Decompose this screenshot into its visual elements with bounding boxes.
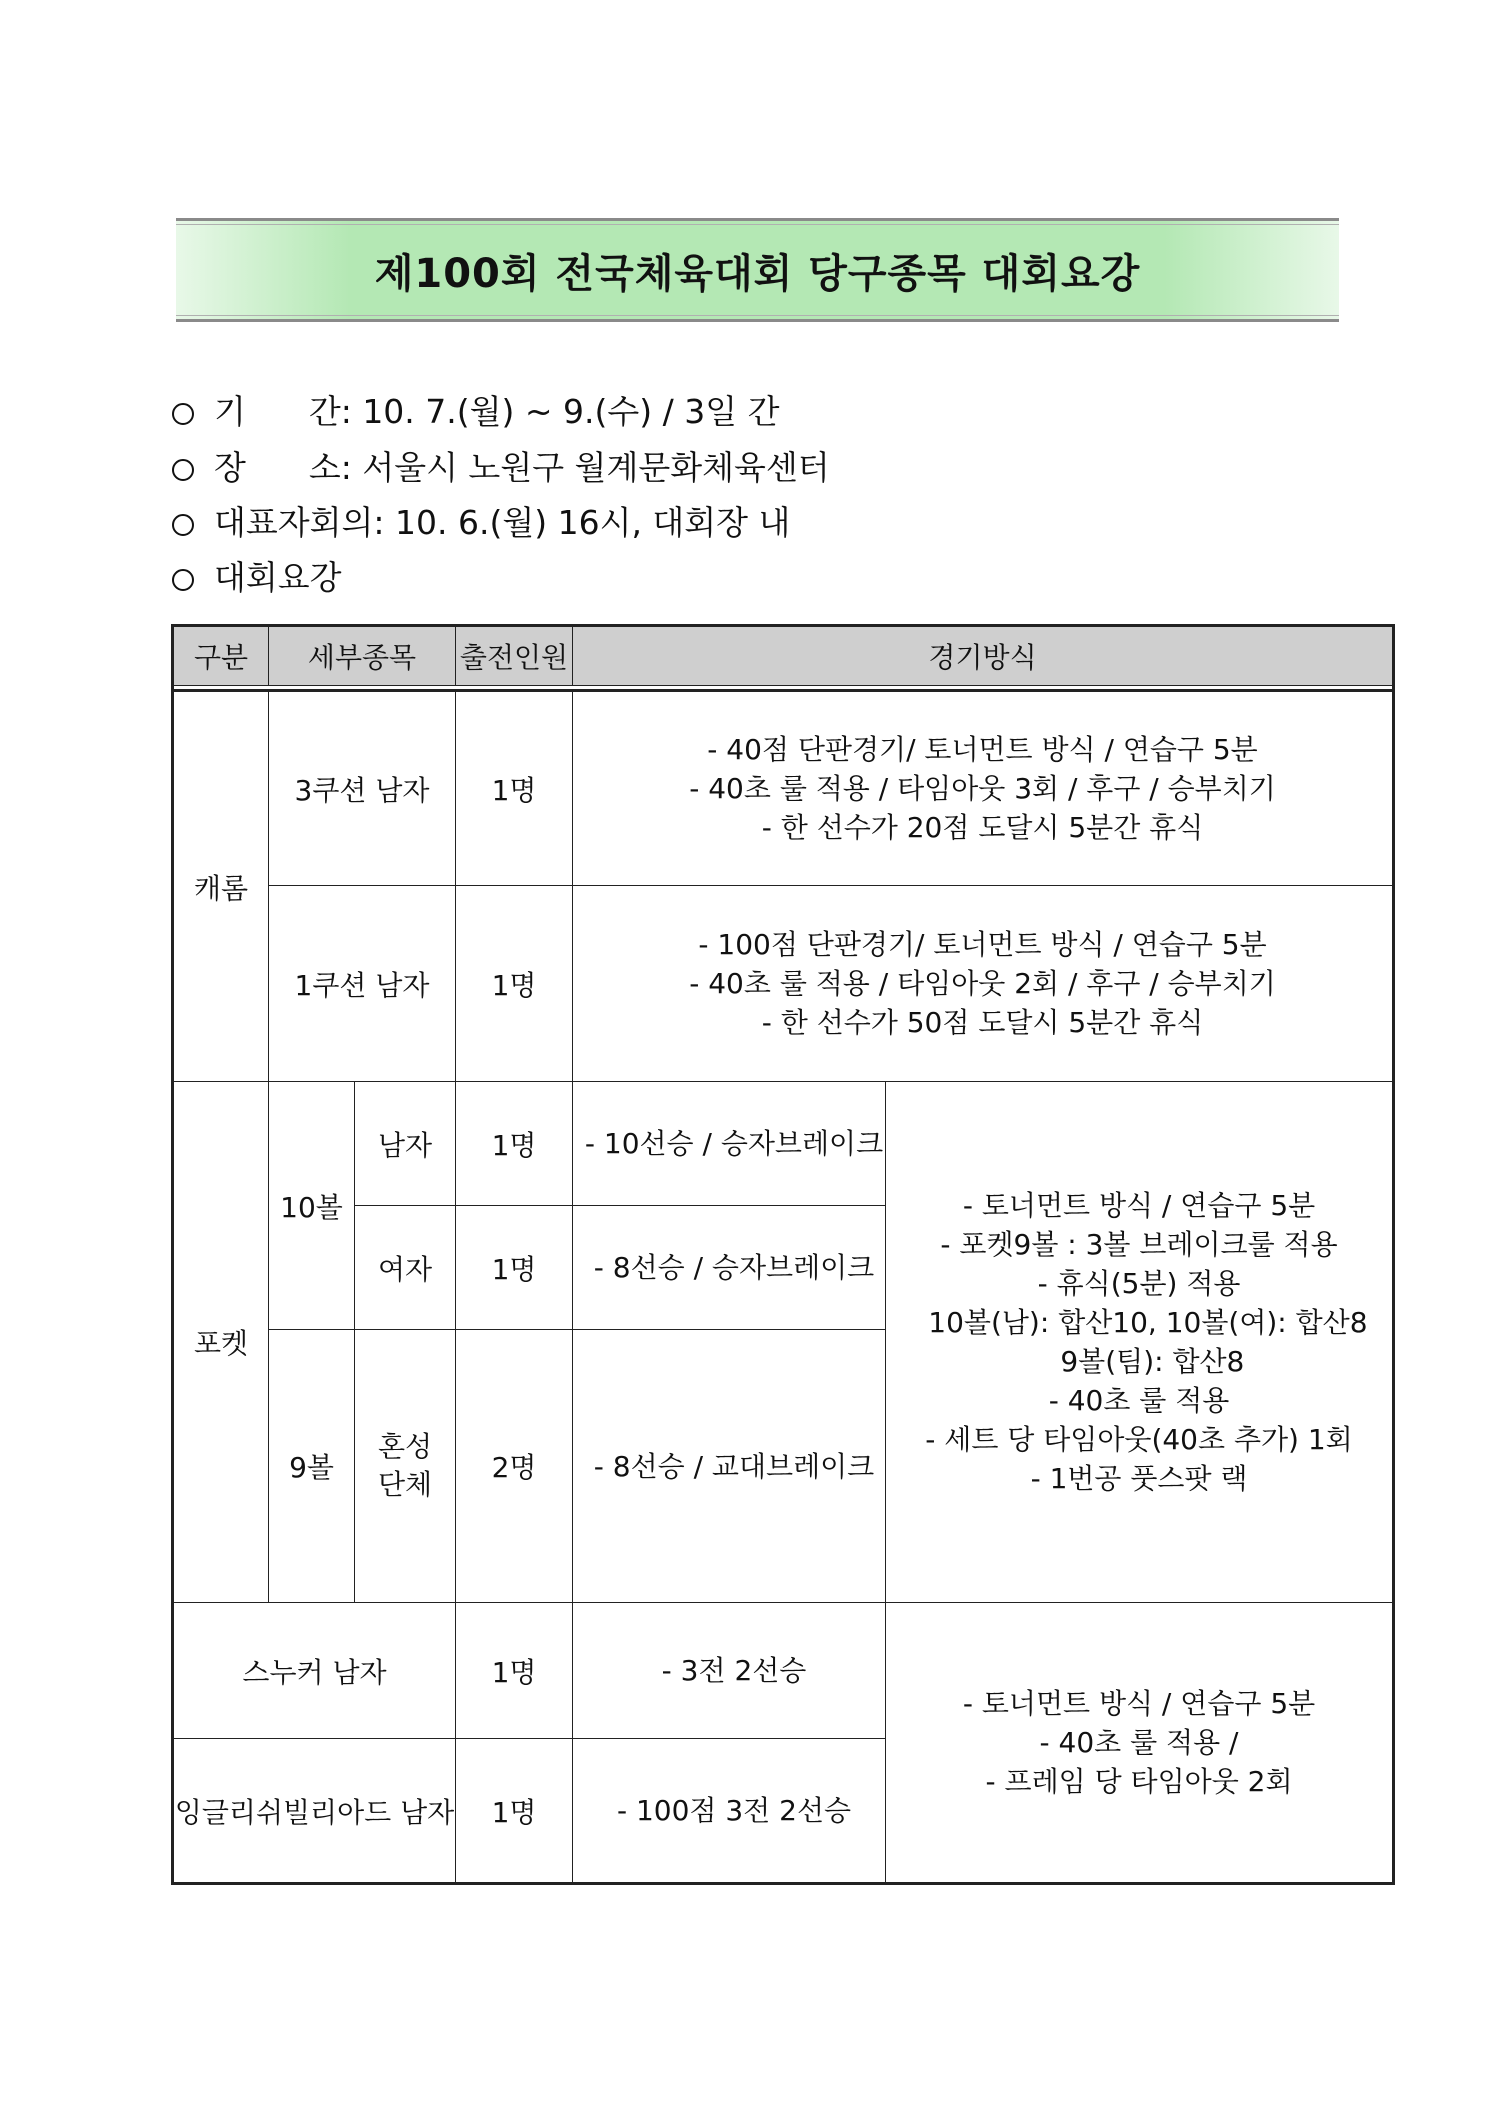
circle-bullet-icon (172, 569, 194, 591)
count-cell: 1명 (456, 691, 573, 886)
method-cell: - 40점 단판경기/ 토너먼트 방식 / 연습구 5분 - 40초 룰 적용 / 타임아웃 3회 / 후구 / 승부치기 - 한 선수가 20점 도달시 5분간 휴식 (573, 691, 1394, 886)
info-meeting: 대표자회의: 10. 6.(월) 16시, 대회장 내 (172, 503, 790, 543)
common-method-cell: - 토너먼트 방식 / 연습구 5분 - 포켓9볼 : 3볼 브레이크룰 적용 - 휴식(5분) 적용 10볼(남): 합산10, 10볼(여): 합산8 9볼(팀): 합산8 - 40초 룰 적용 - 세트 당 타임아웃(40초 추가) 1회 - 1번공 풋스팟 랙 (886, 1082, 1394, 1603)
info-value: 10. 6.(월) 16시, 대회장 내 (395, 503, 791, 542)
info-period: 기 간: 10. 7.(월) ~ 9.(수) / 3일 간 (172, 392, 779, 432)
subcategory-cell: 9볼 (269, 1330, 355, 1603)
table-row (173, 1603, 1394, 1739)
circle-bullet-icon (172, 403, 194, 425)
info-label: 대표자회의 (214, 503, 374, 542)
header-category: 구분 (173, 626, 269, 686)
common-method-cell: - 토너먼트 방식 / 연습구 5분 - 40초 룰 적용 / - 프레임 당 타임아웃 2회 (886, 1603, 1394, 1884)
count-cell: 1명 (456, 1206, 573, 1330)
category-cell: 포켓 (173, 1082, 269, 1603)
sub-event-cell: 혼성 단체 (355, 1330, 456, 1603)
competition-table (171, 624, 1395, 1885)
info-label: 대회요강 (214, 558, 342, 597)
table-row (173, 886, 1394, 1082)
count-cell: 2명 (456, 1330, 573, 1603)
sub-event-cell: 여자 (355, 1206, 456, 1330)
sub-event-cell: 남자 (355, 1082, 456, 1206)
event-cell: 잉글리쉬빌리아드 남자 (173, 1739, 456, 1884)
method-cell: - 100점 3전 2선승 (573, 1739, 886, 1884)
info-value: 10. 7.(월) ~ 9.(수) / 3일 간 (362, 392, 780, 431)
method-cell: - 10선승 / 승자브레이크 (573, 1082, 886, 1206)
header-event: 세부종목 (269, 626, 456, 686)
info-place: 장 소: 서울시 노원구 월계문화체육센터 (172, 448, 830, 488)
table-header-row (173, 626, 1394, 686)
method-cell: - 100점 단판경기/ 토너먼트 방식 / 연습구 5분 - 40초 룰 적용 / 타임아웃 2회 / 후구 / 승부치기 - 한 선수가 50점 도달시 5분간 휴식 (573, 886, 1394, 1082)
circle-bullet-icon (172, 514, 194, 536)
event-cell: 3쿠션 남자 (269, 691, 456, 886)
event-cell: 스누커 남자 (173, 1603, 456, 1739)
event-cell: 1쿠션 남자 (269, 886, 456, 1082)
title-banner (176, 218, 1339, 322)
category-cell: 캐롬 (173, 691, 269, 1082)
header-count: 출전인원 (456, 626, 573, 686)
subcategory-cell: 10볼 (269, 1082, 355, 1330)
info-value: 서울시 노원구 월계문화체육센터 (362, 448, 830, 487)
circle-bullet-icon (172, 459, 194, 481)
info-label: 장 소 (214, 448, 341, 487)
page-title: 제100회 전국체육대회 당구종목 대회요강 (374, 250, 1141, 297)
count-cell: 1명 (456, 1603, 573, 1739)
table-row (173, 1082, 1394, 1206)
info-guide (172, 558, 342, 598)
info-label: 기 간 (214, 392, 341, 431)
method-cell: - 3전 2선승 (573, 1603, 886, 1739)
count-cell: 1명 (456, 886, 573, 1082)
table-row (173, 691, 1394, 886)
method-cell: - 8선승 / 교대브레이크 (573, 1330, 886, 1603)
count-cell: 1명 (456, 1082, 573, 1206)
header-method: 경기방식 (573, 626, 1394, 686)
method-cell: - 8선승 / 승자브레이크 (573, 1206, 886, 1330)
count-cell: 1명 (456, 1739, 573, 1884)
